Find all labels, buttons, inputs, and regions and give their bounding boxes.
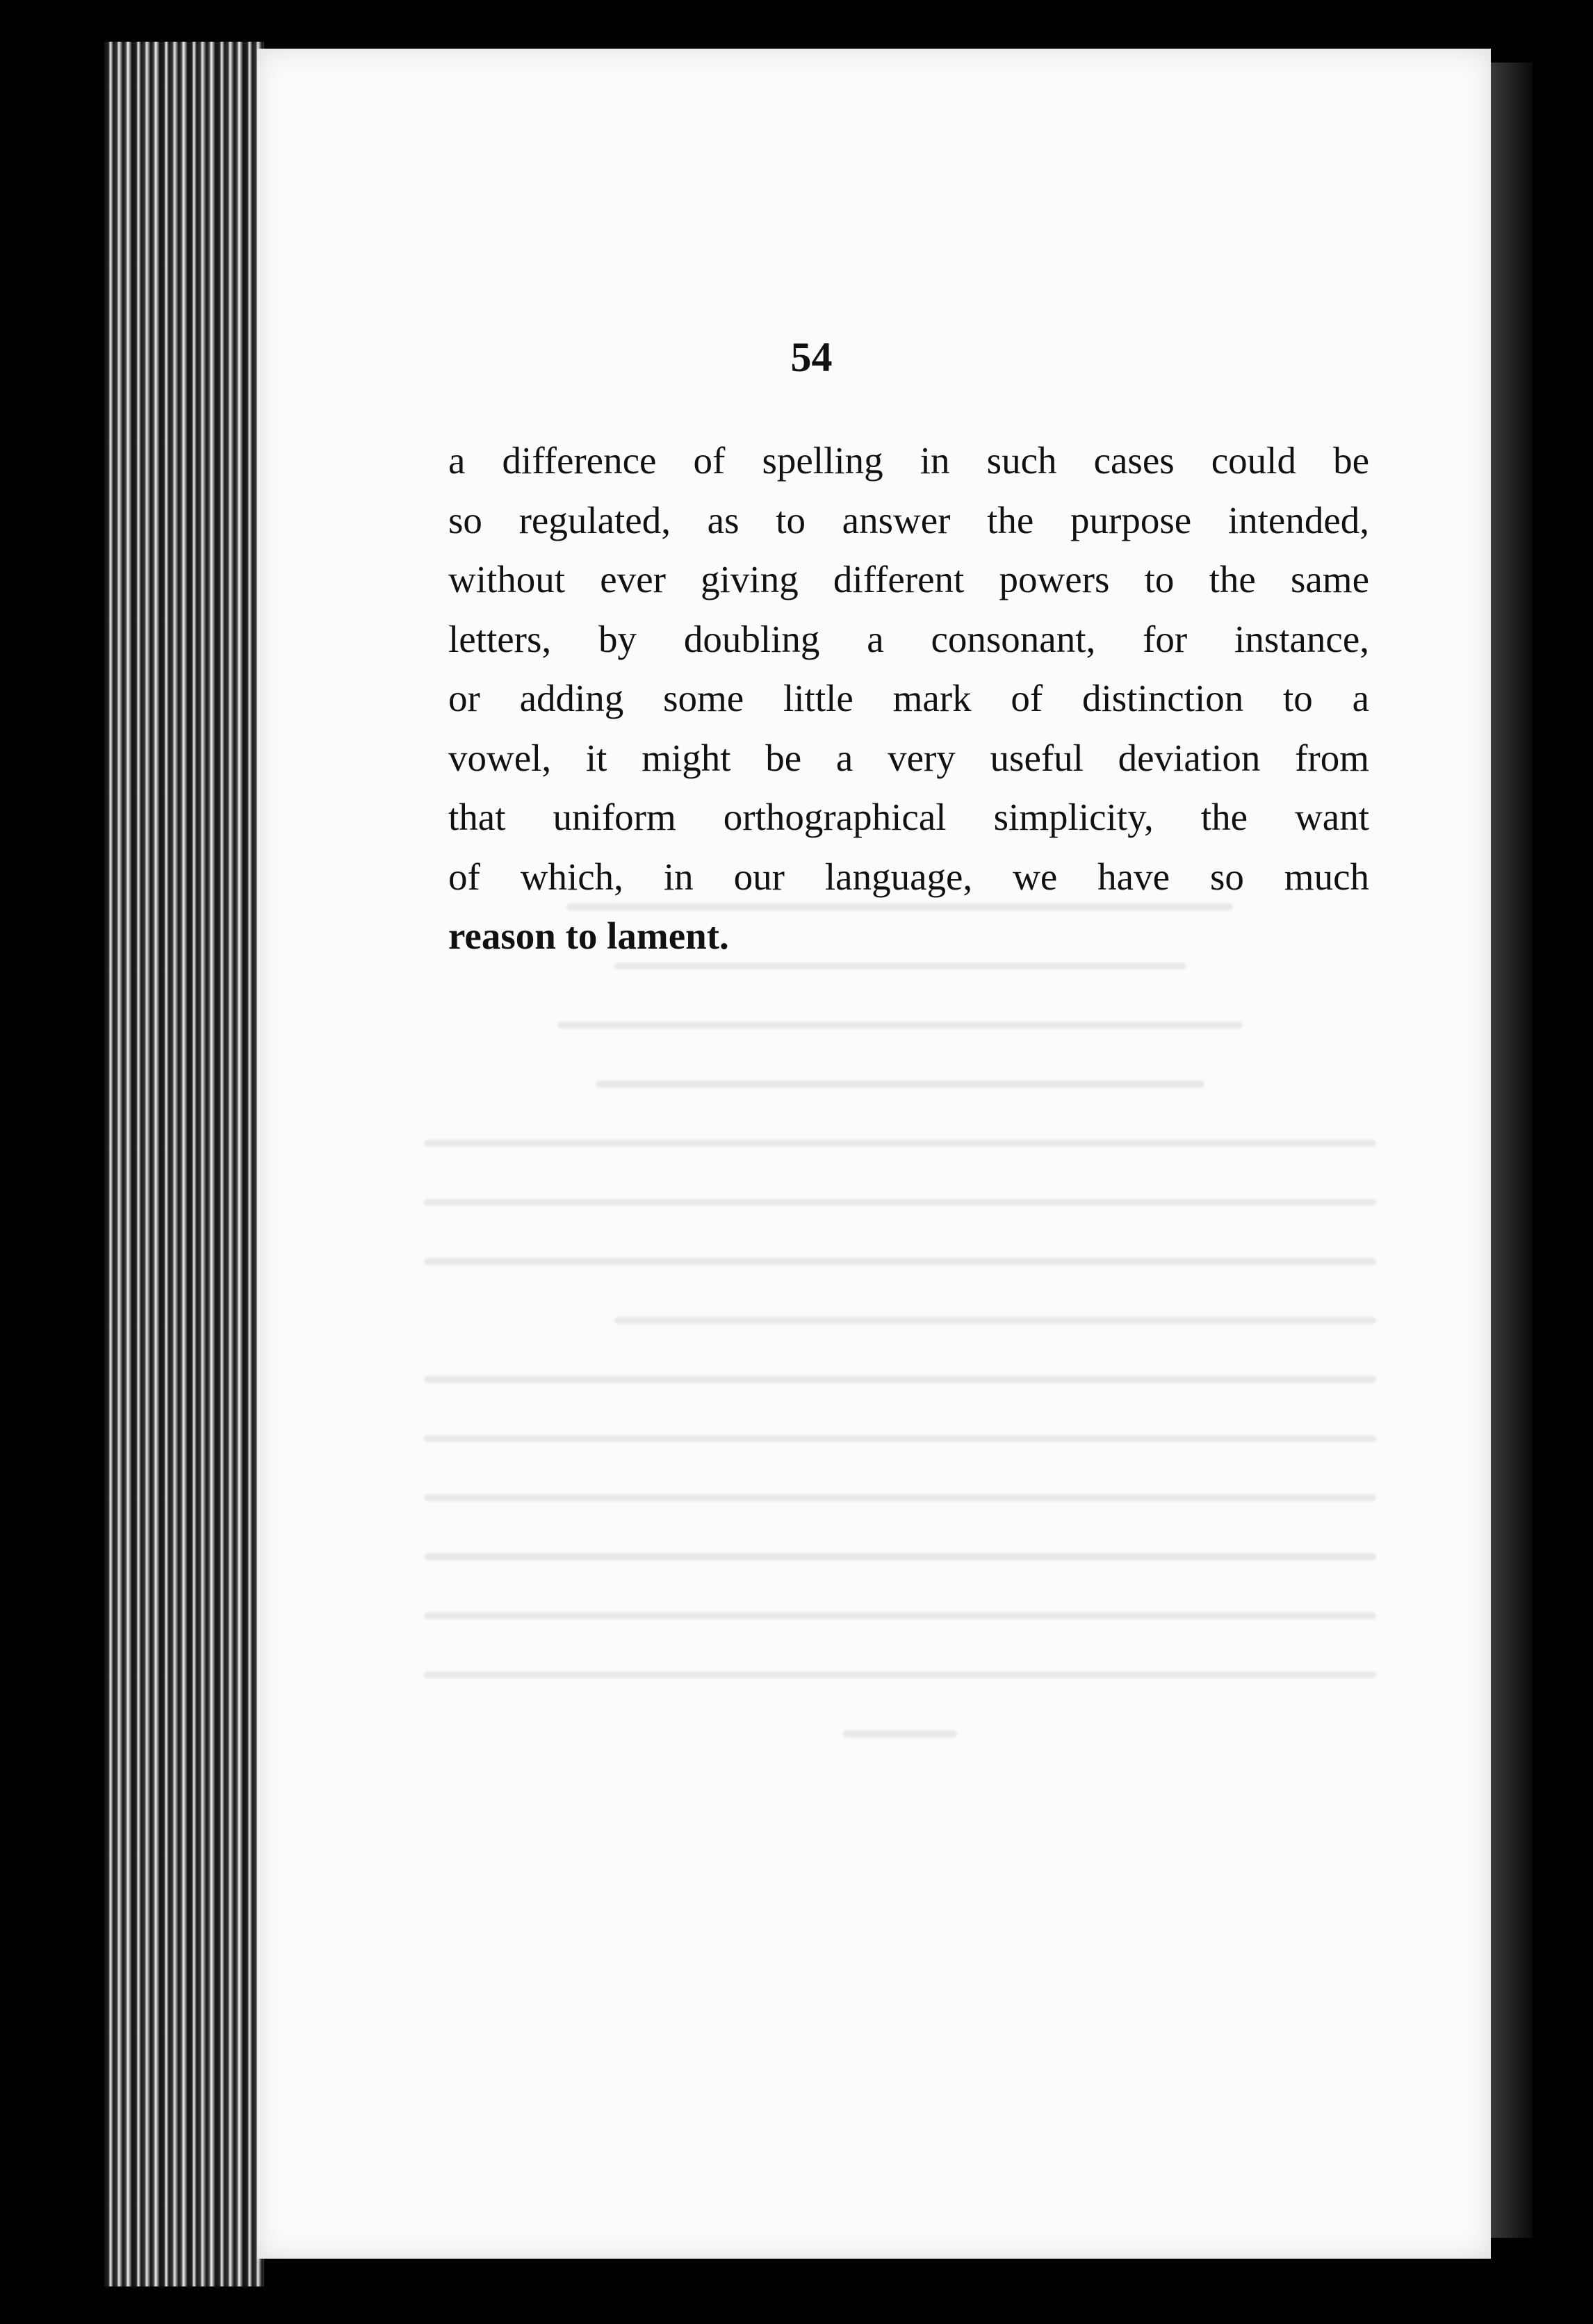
text-line: letters, by doubling a consonant, for instance, (448, 617, 1369, 660)
body-paragraph (448, 431, 1369, 966)
page-number: 54 (790, 334, 833, 380)
text-line: a difference of spelling in such cases could be (448, 439, 1369, 482)
book-page (257, 49, 1491, 2259)
show-through-texture (424, 903, 1376, 1790)
page-gutter-shadow (1491, 63, 1533, 2238)
text-line: or adding some little mark of distinction to a (448, 677, 1369, 719)
text-line: reason to lament. (448, 915, 729, 957)
text-line: of which, in our language, we have so much (448, 855, 1369, 898)
text-line: without ever giving different powers to the same (448, 558, 1369, 600)
text-line: so regulated, as to answer the purpose intended, (448, 498, 1369, 541)
text-line: that uniform orthographical simplicity, the want (448, 796, 1369, 838)
text-line: vowel, it might be a very useful deviation from (448, 736, 1369, 779)
